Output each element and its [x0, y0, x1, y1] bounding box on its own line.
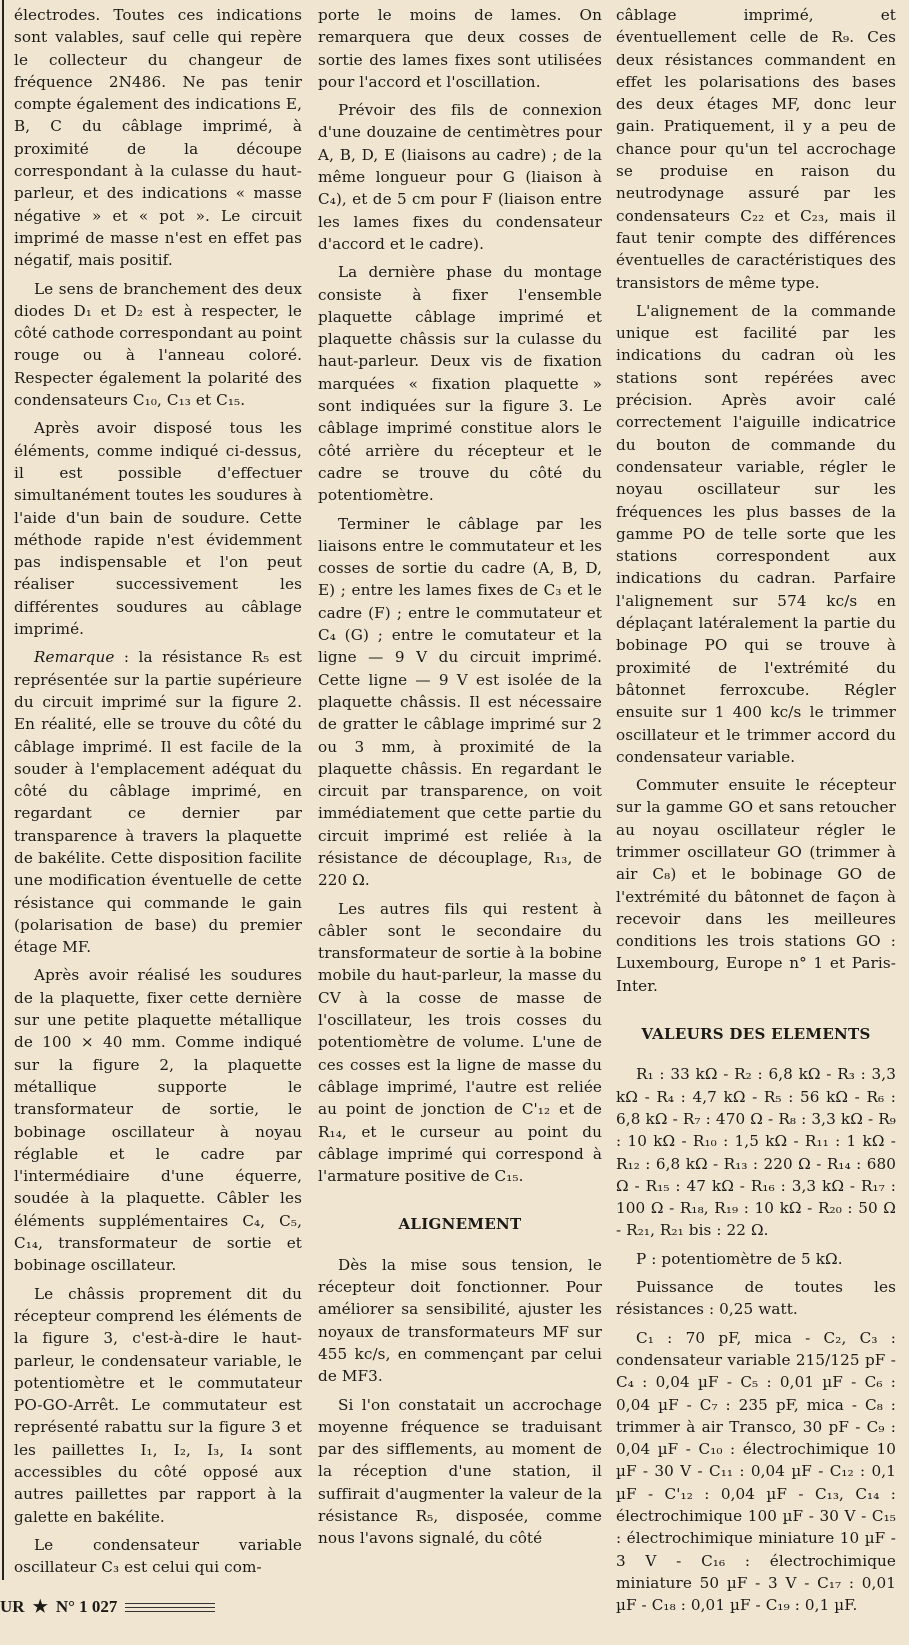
paragraph: Le châssis proprement dit du récepteur comprend les éléments de la figure 3, c'est-à-dire le haut-parleur, le condensateur variable, le potentiomètre et le commutateur PO-GO-Arrêt. Le commutateur est représenté rabattu sur la figure 3 et les paillettes I₁, I₂, I₃, I₄ sont accessibles du côté opposé aux autres paillettes par rapport à la galette en bakélite.	[14, 1284, 302, 1526]
column-1	[14, 4, 302, 1584]
publication-name: UR	[0, 1597, 25, 1616]
section-heading-valeurs: VALEURS DES ELEMENTS	[641, 1025, 871, 1044]
paragraph: L'alignement de la commande unique est facilité par les indications du cadran où les stations sont repérées avec précision. Après avoir calé correctement l'aiguille indicatrice du bouton de commande du condensateur variable, régler le noyau oscillateur sur les fréquences les plus basses de la gamme PO de telle sorte que les stations correspondent aux indications du cadran. Parfaire l'alignement sur 574 kc/s en déplaçant latéralement la partie du bobinage PO qui se trouve à proximité de l'extrémité du bâtonnet ferroxcube. Régler ensuite sur 1 400 kc/s le trimmer oscillateur et le trimmer accord du condensateur variable.	[616, 301, 896, 766]
paragraph-remark	[14, 646, 302, 958]
section-heading-alignement: ALIGNEMENT	[398, 1215, 522, 1234]
resistor-list: R₁ : 33 kΩ - R₂ : 6,8 kΩ - R₃ : 3,3 kΩ - R₄ : 4,7 kΩ - R₅ : 56 kΩ - R₆ : 6,8 kΩ - R₇ : 470 Ω - R₈ : 3,3 kΩ - R₉ : 10 kΩ - R₁₀ : 1,5 kΩ - R₁₁ : 1 kΩ - R₁₂ : 6,8 kΩ - R₁₃ : 220 Ω - R₁₄ : 680 Ω - R₁₅ : 47 kΩ - R₁₆ : 3,3 kΩ - R₁₇ : 100 Ω - R₁₈, R₁₉ : 10 kΩ - R₂₀ : 50 Ω - R₂₁, R₂₁ bis : 22 Ω.	[616, 1065, 896, 1240]
paragraph: Les autres fils qui restent à câbler sont le secondaire du transformateur de sortie à la bobine mobile du haut-parleur, la masse du CV à la cosse de masse de l'oscillateur, les trois cosses du potentiomètre de volume. L'une de ces cosses est la ligne de masse du câblage imprimé, l'autre est reliée au point de jonction de C'₁₂ et de R₁₄, et le curseur au point du câblage imprimé qui correspond à l'armature positive de C₁₅.	[318, 899, 602, 1186]
resistor-power: Puissance de toutes les résistances : 0,25 watt.	[616, 1278, 896, 1319]
page-footer	[0, 1597, 215, 1617]
paragraph: câblage imprimé, et éventuellement celle de R₉. Ces deux résistances commandent en effet les polarisations des bases des deux étages MF, donc leur gain. Pratiquement, il y a peu de chance pour qu'un tel accrochage se produise en raison du neutrodynage assuré par les condensateurs C₂₂ et C₂₃, mais il faut tenir compte des différences éventuelles de caractéristiques des transistors de même type.	[616, 6, 896, 292]
issue-number: N° 1 027	[55, 1597, 118, 1616]
paragraph: Le condensateur variable oscillateur C₃ est celui qui com-	[14, 1535, 302, 1577]
column-2	[318, 4, 602, 1556]
paragraph: électrodes. Toutes ces indications sont valables, sauf celle qui repère le collecteur du changeur de fréquence 2N486. Ne pas tenir compte également des indications E, B, C du câblage imprimé, à proximité de la découpe correspondant à la culasse du haut-parleur, et des indications « masse négative » et « pot ». Le circuit imprimé de masse n'est en effet pas négatif, mais positif.	[14, 6, 302, 270]
paragraph: Prévoir des fils de connexion d'une douzaine de centimètres pour A, B, D, E (liaisons au cadre) ; de la même longueur pour G (liaison à C₄), et de 5 cm pour F (liaison entre les lames fixes du condensateur d'accord et le cadre).	[318, 101, 602, 253]
paragraph: Terminer le câblage par les liaisons entre le commutateur et les cosses de sortie du cadre (A, B, D, E) ; entre les lames fixes de C₃ et le cadre (F) ; entre le commutateur et C₄ (G) ; entre le comutateur et la ligne — 9 V du circuit imprimé. Cette ligne — 9 V est isolée de la plaquette châssis. Il est nécessaire de gratter le câblage imprimé sur 2 ou 3 mm, à proximité de la plaquette châssis. En regardant le circuit par transparence, on voit immédiatement que cette partie du circuit imprimé est reliée à la résistance de découplage, R₁₃, de 220 Ω.	[318, 514, 602, 890]
potentiometer-value: P : potentiomètre de 5 kΩ.	[636, 1249, 843, 1268]
paragraph: Après avoir disposé tous les éléments, comme indiqué ci-dessus, il est possible d'effectuer simultanément toutes les soudures à l'aide d'un bain de soudure. Cette méthode rapide n'est évidemment pas indispensable et l'on peut réaliser successivement les différentes soudures au câblage imprimé.	[14, 419, 302, 639]
star-icon: ★	[32, 1597, 48, 1616]
paragraph: Après avoir réalisé les soudures de la plaquette, fixer cette dernière sur une petite plaquette métallique de 100 × 40 mm. Comme indiqué sur la figure 2, la plaquette métallique supporte le transformateur de sortie, le bobinage oscillateur à noyau réglable et le cadre par l'intermédiaire d'une équerre, soudée à la plaquette. Câbler les éléments supplémentaires C₄, C₅, C₁₄, transformateur de sortie et bobinage oscillateur.	[14, 966, 302, 1275]
wavy-rule-decoration	[125, 1602, 215, 1612]
paragraph: porte le moins de lames. On remarquera que deux cosses de sortie des lames fixes sont utilisées pour l'accord et l'oscillation.	[318, 6, 602, 91]
left-margin-rule	[2, 0, 4, 1580]
paragraph: La dernière phase du montage consiste à fixer l'ensemble plaquette câblage imprimé et plaquette châssis sur la culasse du haut-parleur. Deux vis de fixation marquées « fixation plaquette » sont indiquées sur la figure 3. Le câblage imprimé constitue alors le côté arrière du récepteur et le cadre se trouve du côté du potentiomètre.	[318, 263, 602, 505]
paragraph: Si l'on constatait un accrochage moyenne fréquence se traduisant par des sifflements, au moment de la réception d'une station, il suffirait d'augmenter la valeur de la résistance R₅, disposée, comme nous l'avons signalé, du côté	[318, 1395, 602, 1548]
remark-text: : la résistance R₅ est représentée sur la partie supérieure du circuit imprimé sur la figure 2. En réalité, elle se trouve du côté du câblage imprimé. Il est facile de la souder à l'emplacement adéquat du côté du câblage imprimé, en regardant ce dernier par transparence à travers la plaquette de bakélite. Cette disposition facilite une modification éventuelle de cette résistance qui commande le gain (polarisation de base) du premier étage MF.	[14, 648, 302, 957]
paragraph: Commuter ensuite le récepteur sur la gamme GO et sans retoucher au noyau oscillateur régler le trimmer oscillateur GO (trimmer à air C₈) et le bobinage GO de l'extrémité du bâtonnet de façon à recevoir dans les meilleures conditions les trois stations GO : Luxembourg, Europe n° 1 et Paris-Inter.	[616, 776, 896, 995]
paragraph: Le sens de branchement des deux diodes D₁ et D₂ est à respecter, le côté cathode correspondant au point rouge ou à l'anneau coloré. Respecter également la polarité des condensateurs C₁₀, C₁₃ et C₁₅.	[14, 279, 302, 410]
capacitor-list: C₁ : 70 pF, mica - C₂, C₃ : condensateur variable 215/125 pF - C₄ : 0,04 µF - C₅ : 0,01 µF - C₆ : 0,04 µF - C₇ : 235 pF, mica - C₈ : trimmer à air Transco, 30 pF - C₉ : 0,04 µF - C₁₀ : électrochimique 10 µF - 30 V - C₁₁ : 0,04 µF - C₁₂ : 0,1 µF - C'₁₂ : 0,04 µF - C₁₃, C₁₄ : électrochimique 100 µF - 30 V - C₁₅ : électrochimique miniature 10 µF - 3 V - C₁₆ : électrochimique miniature 50 µF - 3 V - C₁₇ : 0,01 µF - C₁₈ : 0,01 µF - C₁₉ : 0,1 µF.	[616, 1328, 896, 1615]
remark-label: Remarque	[34, 648, 115, 667]
column-3	[616, 4, 896, 1622]
paragraph: Dès la mise sous tension, le récepteur doit fonctionner. Pour améliorer sa sensibilité, ajuster les noyaux de transformateurs MF sur 455 kc/s, en commençant par celui de MF3.	[318, 1255, 602, 1386]
